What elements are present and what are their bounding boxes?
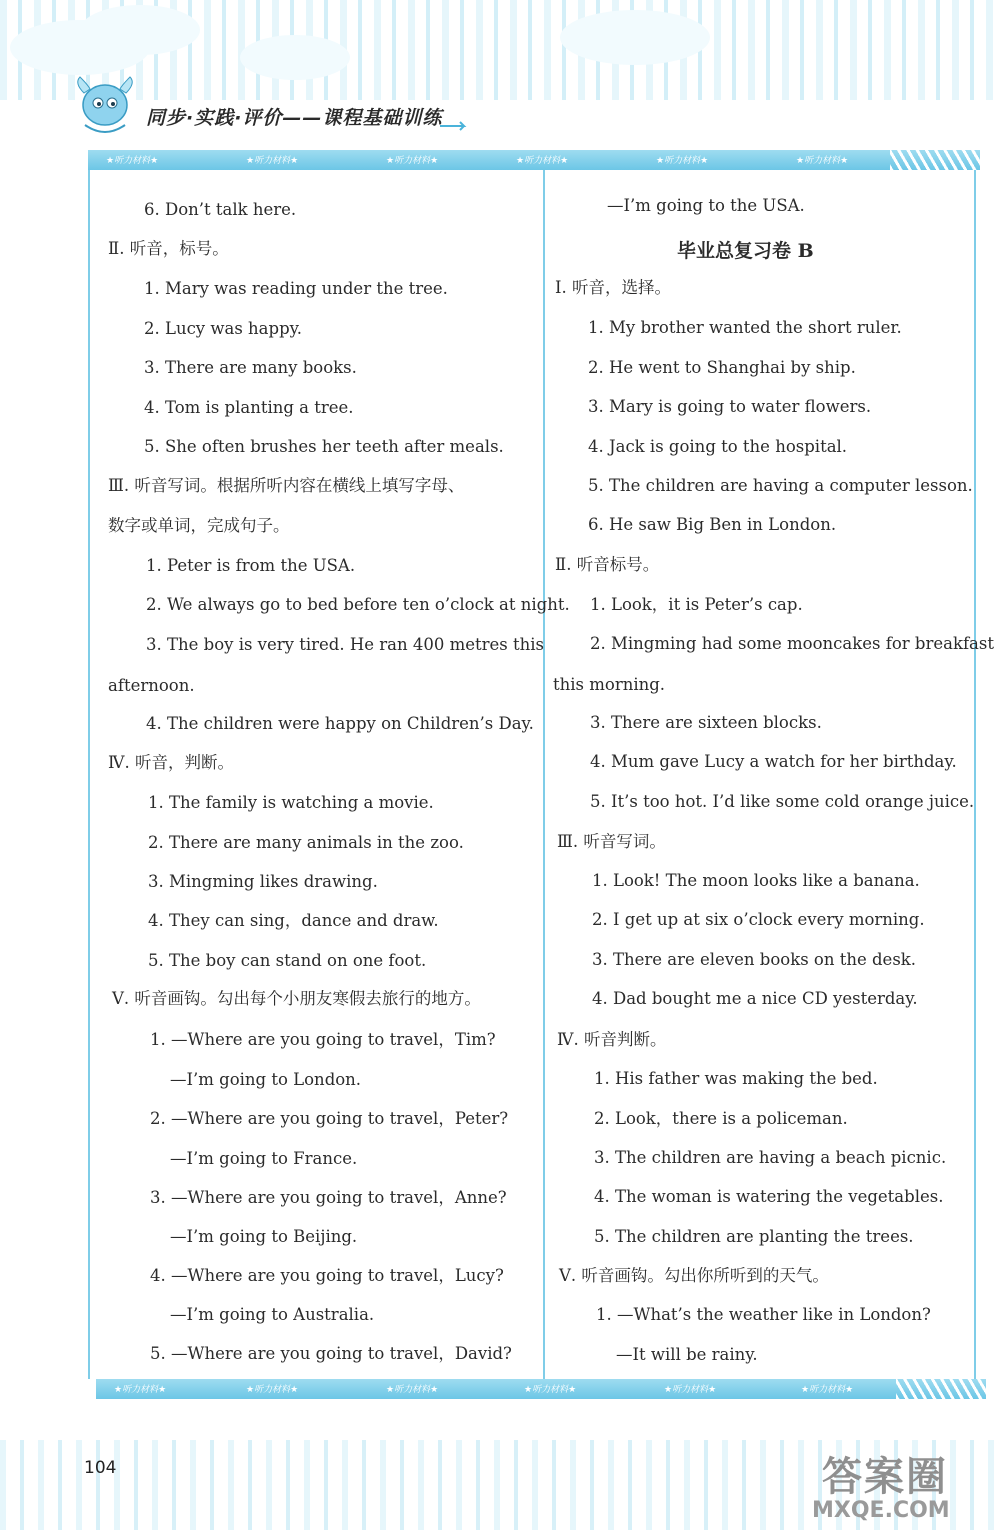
watermark-url: MXQE.COM [812,1498,950,1523]
right-line: 5. It’s too hot. I’d like some cold orange juice. [590,792,975,811]
right-line: 1. His father was making the bed. [594,1069,878,1088]
band-label: ★听力材料★ [524,1385,577,1395]
right-line: 1. Look，it is Peter’s cap. [590,595,803,614]
band-stripes [896,1379,986,1399]
left-line: 1. —Where are you going to travel，Tim? [150,1030,496,1049]
listening-material-band-top [88,150,980,170]
left-line: afternoon. [108,676,195,695]
left-line: 4. —Where are you going to travel，Lucy? [150,1266,504,1285]
left-line: 1. The family is watching a movie. [148,793,434,812]
cloud-decoration [80,5,200,55]
left-line: —I’m going to Beijing. [170,1227,358,1246]
right-line: 3. The children are having a beach picnic. [594,1148,947,1167]
right-line: 3. There are sixteen blocks. [590,713,822,732]
band-label: ★听力材料★ [246,1385,299,1395]
left-line: 2. There are many animals in the zoo. [148,833,464,852]
section-heading: Ⅲ. 听音写词。根据所听内容在横线上填写字母、 [108,476,465,495]
paper-title: 毕业总复习卷 B [677,240,814,262]
right-line: 1. My brother wanted the short ruler. [588,318,902,337]
band-label: ★听力材料★ [796,156,849,166]
right-line: this morning. [553,675,666,694]
left-line: 3. —Where are you going to travel，Anne? [150,1188,507,1207]
band-label: ★听力材料★ [664,1385,717,1395]
section-heading: Ⅴ. 听音画钩。勾出你所听到的天气。 [559,1266,829,1285]
watermark-text: 答案圈 [822,1454,948,1500]
left-line: —I’m going to France. [170,1149,358,1168]
left-line: —I’m going to London. [170,1070,362,1089]
left-line: 6. Don’t talk here. [144,200,297,219]
left-line: 3. The boy is very tired. He ran 400 metres this [146,635,544,654]
band-label: ★听力材料★ [386,1385,439,1395]
right-line: 2. Look，there is a policeman. [594,1109,848,1128]
left-line: 1. Peter is from the USA. [146,556,356,575]
right-line: 2. Mingming had some mooncakes for breakfast [590,634,994,653]
band-label: ★听力材料★ [114,1385,167,1395]
section-heading: Ⅲ. 听音写词。 [557,832,666,851]
section-heading: Ⅱ. 听音，标号。 [108,239,229,258]
band-label: ★听力材料★ [801,1385,854,1395]
cloud-decoration [560,10,710,65]
right-line: 4. Mum gave Lucy a watch for her birthday. [590,752,957,771]
band-label: ★听力材料★ [516,156,569,166]
right-line: 4. Jack is going to the hospital. [588,437,848,456]
right-line: —It will be rainy. [616,1345,758,1364]
band-label: ★听力材料★ [386,156,439,166]
section-heading: Ⅰ. 听音，选择。 [555,278,672,297]
band-label: ★听力材料★ [106,156,159,166]
right-line: 1. —What’s the weather like in London? [596,1305,931,1324]
right-line: 1. Look! The moon looks like a banana. [592,871,920,890]
left-line: 2. Lucy was happy. [144,319,303,338]
left-line: 3. There are many books. [144,358,357,377]
right-line: 5. The children are planting the trees. [594,1227,914,1246]
band-label: ★听力材料★ [246,156,299,166]
left-line: 3. Mingming likes drawing. [148,872,378,891]
watermark-logo [790,1440,990,1530]
section-heading: Ⅱ. 听音标号。 [555,555,660,574]
header-title: 同步·实践·评价——课程基础训练 [146,107,443,129]
right-line: 2. I get up at six o’clock every morning. [592,910,925,929]
left-line: 1. Mary was reading under the tree. [144,279,448,298]
left-line: —I’m going to Australia. [170,1305,375,1324]
band-stripes [890,150,980,170]
right-line: 4. Dad bought me a nice CD yesterday. [592,989,918,1008]
left-line: 5. The boy can stand on one foot. [148,951,427,970]
column-divider [543,170,545,1379]
right-line: 2. He went to Shanghai by ship. [588,358,856,377]
right-line: 3. Mary is going to water flowers. [588,397,872,416]
right-line: 4. The woman is watering the vegetables. [594,1187,944,1206]
section-heading: Ⅴ. 听音画钩。勾出每个小朋友寒假去旅行的地方。 [112,989,481,1008]
left-line: 5. —Where are you going to travel，David? [150,1344,512,1363]
section-heading: Ⅳ. 听音判断。 [557,1030,667,1049]
left-line: 5. She often brushes her teeth after meals. [144,437,504,456]
cloud-decoration [240,35,350,80]
left-line: 4. Tom is planting a tree. [144,398,354,417]
band-label: ★听力材料★ [656,156,709,166]
arrow-icon [440,121,470,131]
left-line: 2. —Where are you going to travel，Peter? [150,1109,509,1128]
listening-material-band-bottom [96,1379,986,1399]
left-line: 2. We always go to bed before ten o’clock at night. [146,595,570,614]
mascot-icon [70,75,140,140]
left-line: 4. They can sing，dance and draw. [148,911,439,930]
section-heading: Ⅳ. 听音，判断。 [108,753,234,772]
page-number: 104 [84,1458,117,1478]
section-instruction: 数字或单词，完成句子。 [108,516,290,535]
right-line: 6. He saw Big Ben in London. [588,515,837,534]
right-line: 3. There are eleven books on the desk. [592,950,917,969]
left-line: 4. The children were happy on Children’s Day. [146,714,534,733]
right-line: 5. The children are having a computer lesson. [588,476,973,495]
right-line: —I’m going to the USA. [607,196,805,215]
